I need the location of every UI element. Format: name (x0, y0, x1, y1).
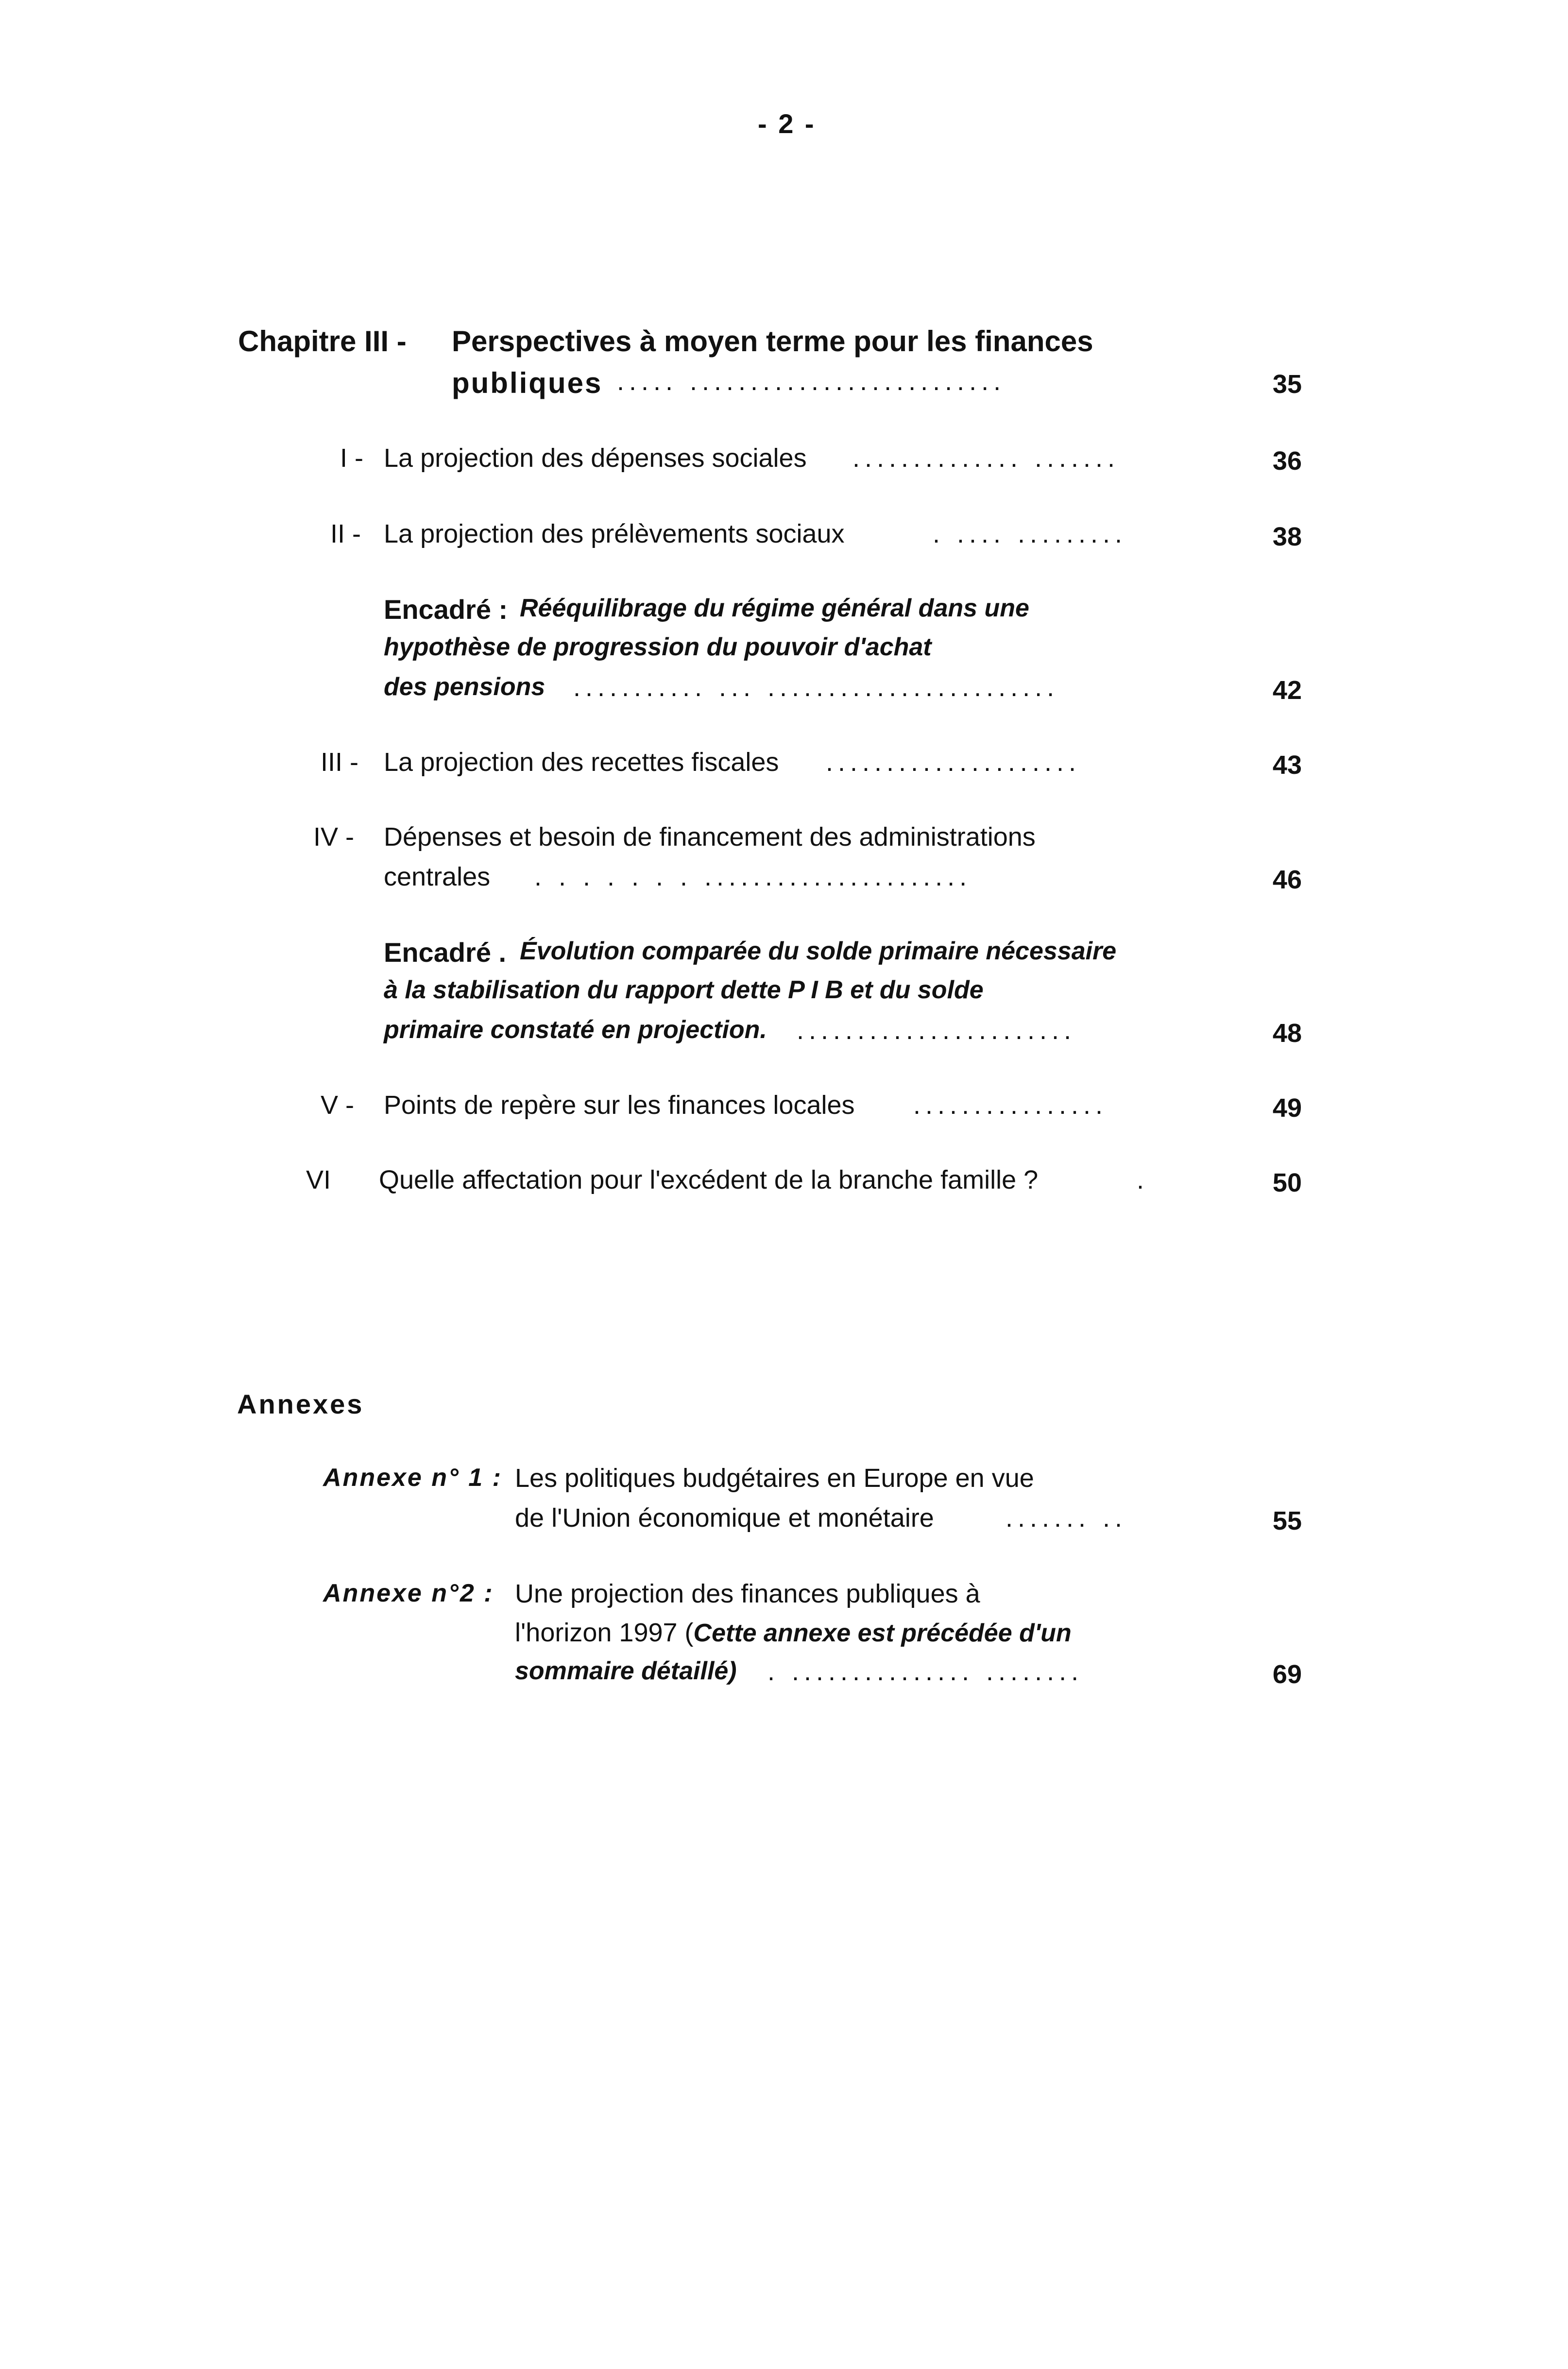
entry-page-iii: 43 (1272, 750, 1302, 780)
entry-dots-i: .............. ....... (852, 443, 1120, 473)
box1-line1: Rééquilibrage du régime général dans une (520, 594, 1029, 622)
entry-dots-vi: . (1137, 1165, 1149, 1194)
entry-num-ii: II - (330, 519, 361, 548)
entry-num-iii: III - (321, 748, 358, 777)
entry-page-i: 36 (1272, 446, 1302, 476)
annexe2-label: Annexe n°2 : (323, 1579, 494, 1607)
box1-page: 42 (1272, 676, 1302, 705)
entry-page-ii: 38 (1272, 522, 1302, 551)
entry-text-iii: La projection des recettes fiscales (384, 748, 779, 777)
entry-page-vi: 50 (1272, 1168, 1302, 1197)
annexe1-line1: Les politiques budgétaires en Europe en vue (515, 1464, 1034, 1493)
box2-page: 48 (1272, 1019, 1302, 1048)
box2-label: Encadré . (384, 937, 507, 968)
annexe1-line2: de l'Union économique et monétaire (515, 1503, 934, 1533)
entry-dots-v: ................ (913, 1091, 1108, 1120)
entry-text-vi: Quelle affectation pour l'excédent de la branche famille ? (379, 1165, 1039, 1194)
entry-text-iv-line2: centrales (384, 862, 491, 891)
entry-dots-iv: . . . . . . . ...................... (534, 862, 972, 891)
annexe2-line2-italic: Cette annexe est précédée d'un (693, 1619, 1072, 1647)
box1-line3: des pensions (384, 673, 545, 701)
annexe2-line2 (515, 1618, 1072, 1648)
box1-line2: hypothèse de progression du pouvoir d'achat (384, 633, 932, 661)
chapter-title-line2: publiques (452, 367, 603, 399)
entry-text-i: La projection des dépenses sociales (384, 443, 807, 473)
entry-page-v: 49 (1272, 1093, 1302, 1123)
annexe1-page: 55 (1272, 1506, 1302, 1535)
entry-page-iv: 46 (1272, 865, 1302, 894)
annexe2-page: 69 (1272, 1660, 1302, 1689)
box2-dots: ....................... (797, 1016, 1076, 1045)
entry-text-iv-line1: Dépenses et besoin de financement des administrations (384, 822, 1036, 852)
entry-text-v: Points de repère sur les finances locales (384, 1091, 855, 1120)
entry-dots-ii: . .... ......... (933, 519, 1127, 548)
box1-label: Encadré : (384, 594, 508, 625)
box2-line1: Évolution comparée du solde primaire nécessaire (520, 937, 1117, 965)
entry-text-ii: La projection des prélèvements sociaux (384, 519, 845, 548)
chapter-leader-dots: ..... .......................... (617, 367, 1006, 396)
annexe2-line2-plain: l'horizon 1997 ( (515, 1618, 694, 1647)
box2-line3: primaire constaté en projection. (384, 1016, 767, 1044)
annexe2-line3: sommaire détaillé) (515, 1657, 737, 1685)
annexes-heading: Annexes (237, 1389, 364, 1419)
entry-num-i: I - (340, 443, 363, 473)
page-number: - 2 - (758, 108, 816, 139)
entry-dots-iii: ..................... (826, 748, 1081, 777)
box2-line2: à la stabilisation du rapport dette P I B et du solde (384, 976, 984, 1004)
annexe1-label: Annexe n° 1 : (323, 1464, 502, 1492)
chapter-page: 35 (1272, 370, 1302, 399)
box1-dots: ........... ... ........................ (573, 673, 1059, 702)
entry-num-iv: IV - (313, 822, 355, 852)
annexe1-dots: ....... .. (1006, 1503, 1127, 1533)
entry-num-v: V - (321, 1091, 355, 1120)
chapter-label: Chapitre III - (238, 325, 407, 358)
entry-num-vi: VI (306, 1165, 331, 1194)
annexe2-line1: Une projection des finances publiques à (515, 1579, 980, 1608)
chapter-title-line1: Perspectives à moyen terme pour les finances (452, 325, 1093, 358)
annexe2-dots: . ............... ........ (767, 1657, 1084, 1686)
